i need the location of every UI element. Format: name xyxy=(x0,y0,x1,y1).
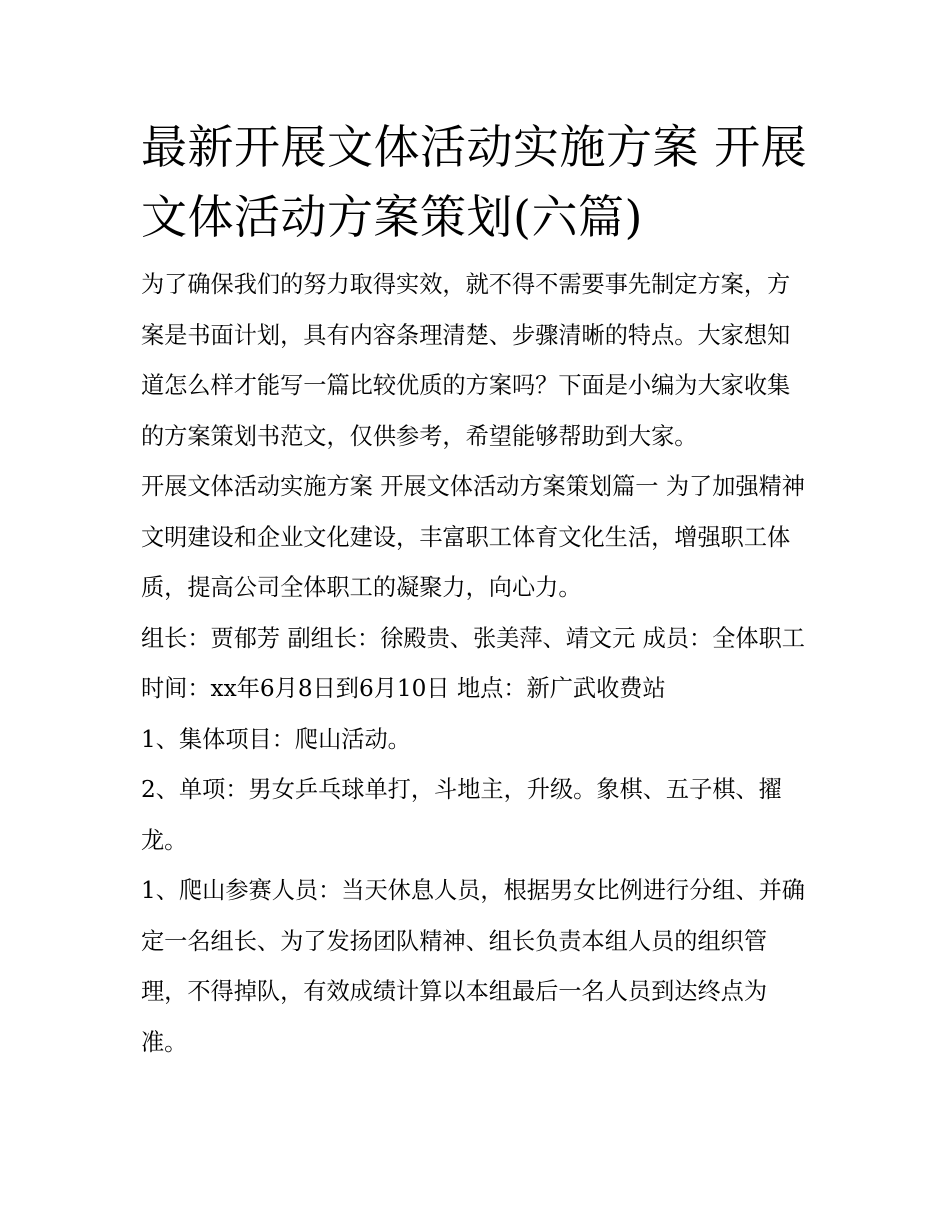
intro-paragraph: 为了确保我们的努力取得实效，就不得不需要事先制定方案，方案是书面计划，具有内容条理清楚、步骤清晰的特点。大家想知道怎么样才能写一篇比较优质的方案吗？下面是小编为大家收集的方案策划书范文，仅供参考，希望能够帮助到大家。 xyxy=(141,271,791,450)
climbing-rules-paragraph: 1、爬山参赛人员：当天休息人员，根据男女比例进行分组、并确定一名组长、为了发扬团队精神、组长负责本组人员的组织管理，不得掉队，有效成绩计算以本组最后一名人员到达终点为准。 xyxy=(141,877,805,1056)
section-one-paragraph: 开展文体活动实施方案 开展文体活动方案策划篇一 为了加强精神文明建设和企业文化建设，丰富职工体育文化生活，增强职工体质，提高公司全体职工的凝聚力，向心力。 xyxy=(141,473,805,601)
document-title: 最新开展文体活动实施方案 开展文体活动方案策划(六篇) xyxy=(141,120,808,244)
organization-paragraph: 组长：贾郁芳 副组长：徐殿贵、张美萍、靖文元 成员：全体职工 时间：xx年6月8日到6月10日 地点：新广武收费站 xyxy=(141,624,805,702)
group-event-paragraph: 1、集体项目：爬山活动。 xyxy=(141,725,411,753)
individual-event-paragraph: 2、单项：男女乒乓球单打，斗地主，升级。象棋、五子棋、擢龙。 xyxy=(141,776,782,854)
document-page xyxy=(141,112,813,1068)
